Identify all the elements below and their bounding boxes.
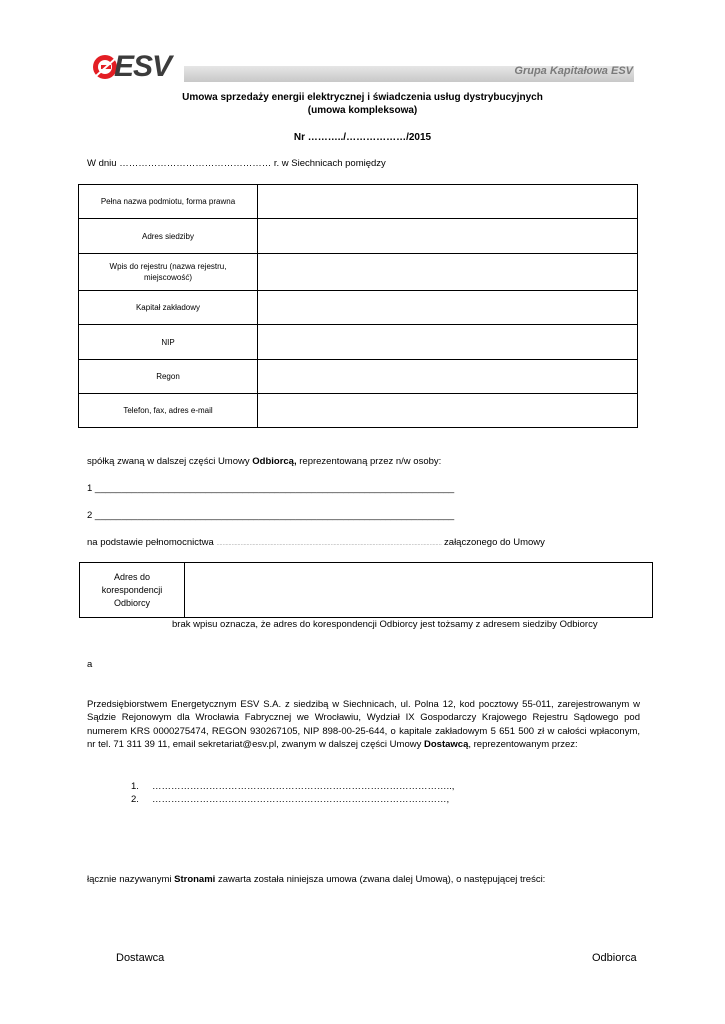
supplier-paragraph bbox=[87, 698, 640, 752]
representation-intro bbox=[87, 455, 441, 468]
recipient-details-table bbox=[78, 184, 638, 428]
recipient-term: Odbiorcą, bbox=[252, 456, 297, 467]
poa-label-end: załączonego do Umowy bbox=[444, 537, 545, 548]
table-row bbox=[79, 219, 638, 254]
closing-text-end: zawarta została niniejsza umowa (zwana dalej Umową), o następującej treści: bbox=[215, 874, 546, 885]
row-label: Telefon, fax, adres e-mail bbox=[79, 394, 258, 428]
row-label: Regon bbox=[79, 360, 258, 394]
row-value-cell[interactable] bbox=[258, 291, 638, 325]
document-title-line2: (umowa kompleksowa) bbox=[307, 105, 418, 116]
table-row bbox=[79, 185, 638, 219]
row-value-cell[interactable] bbox=[258, 219, 638, 254]
representation-text-end: reprezentowaną przez n/w osoby: bbox=[296, 456, 442, 467]
supplier-rep-1[interactable]: ………………………………………………………………………………….., bbox=[152, 781, 455, 792]
contract-number: Nr ………../………………/2015 bbox=[293, 132, 432, 143]
closing-text: łącznie nazywanymi bbox=[87, 874, 175, 885]
supplier-term: Dostawcą bbox=[424, 739, 469, 751]
correspondence-label: Adres do korespondencji Odbiorcy bbox=[80, 563, 185, 618]
table-row bbox=[80, 563, 653, 618]
representation-text: spółką zwaną w dalszej części Umowy bbox=[87, 456, 253, 467]
table-row bbox=[79, 360, 638, 394]
supplier-text-end: , reprezentowanym przez: bbox=[468, 739, 578, 751]
row-label: Wpis do rejestru (nazwa rejestru, miejscowość) bbox=[79, 254, 258, 291]
representative-line-1[interactable]: 1 ____________________________________________________________________ bbox=[87, 483, 455, 494]
supplier-rep-1-number: 1. bbox=[131, 781, 139, 792]
row-value-cell[interactable] bbox=[258, 185, 638, 219]
group-name: Grupa Kapitałowa ESV bbox=[514, 65, 633, 77]
row-label: NIP bbox=[79, 325, 258, 360]
poa-label: na podstawie pełnomocnictwa bbox=[87, 537, 214, 548]
table-row bbox=[79, 291, 638, 325]
supplier-rep-2-number: 2. bbox=[131, 794, 139, 805]
power-of-attorney-line bbox=[87, 536, 545, 551]
row-value-cell[interactable] bbox=[258, 360, 638, 394]
parties-term: Stronami bbox=[174, 874, 216, 885]
correspondence-value-cell[interactable] bbox=[185, 563, 653, 618]
correspondence-address-table bbox=[79, 562, 653, 618]
row-value-cell[interactable] bbox=[258, 254, 638, 291]
document-title-line1: Umowa sprzedaży energii elektrycznej i świadczenia usług dystrybucyjnych bbox=[182, 92, 543, 103]
supplier-text: Przedsiębiorstwem Energetycznym ESV S.A. z siedzibą w Siechnicach, ul. Polna 12, kod pocztowy 55-011, zarejestrowanym w Sądzie Rejonowym dla Wrocławia Fabrycznej we Wrocławiu, Wydział IX Gospodarczy Krajowego Rejestru Sądowego pod numerem KRS 0000275474, REGON 930267105, NIP 898-00-25-644, o kapitale zakładowym 5 651 500 zł w całości wpłaconym, nr tel. 71 311 39 11, email sekretariat@esv.pl, zwanym w dalszej części Umowy bbox=[87, 699, 640, 751]
signature-recipient: Odbiorca bbox=[592, 952, 637, 964]
correspondence-note: brak wpisu oznacza, że adres do korespondencji Odbiorcy jest tożsamy z adresem siedziby Odbiorcy bbox=[172, 619, 598, 630]
conjunction-and: a bbox=[87, 659, 93, 670]
row-value-cell[interactable] bbox=[258, 325, 638, 360]
row-label: Pełna nazwa podmiotu, forma prawna bbox=[79, 185, 258, 219]
table-row bbox=[79, 325, 638, 360]
closing-sentence bbox=[87, 873, 545, 886]
representative-line-2[interactable]: 2 ____________________________________________________________________ bbox=[87, 510, 455, 521]
row-label: Kapitał zakładowy bbox=[79, 291, 258, 325]
date-line: W dniu ………………………………………… r. w Siechnicach pomiędzy bbox=[87, 158, 386, 169]
table-row bbox=[79, 254, 638, 291]
esv-logo bbox=[92, 50, 184, 84]
row-label: Adres siedziby bbox=[79, 219, 258, 254]
supplier-rep-2[interactable]: …………………………………………………………………………………, bbox=[152, 794, 450, 805]
table-row bbox=[79, 394, 638, 428]
poa-fill-in[interactable]: …………………………………………………………………………………………………………………………………… bbox=[216, 541, 442, 547]
signature-supplier: Dostawca bbox=[116, 952, 165, 964]
row-value-cell[interactable] bbox=[258, 394, 638, 428]
logo-text: ESV bbox=[114, 50, 172, 83]
